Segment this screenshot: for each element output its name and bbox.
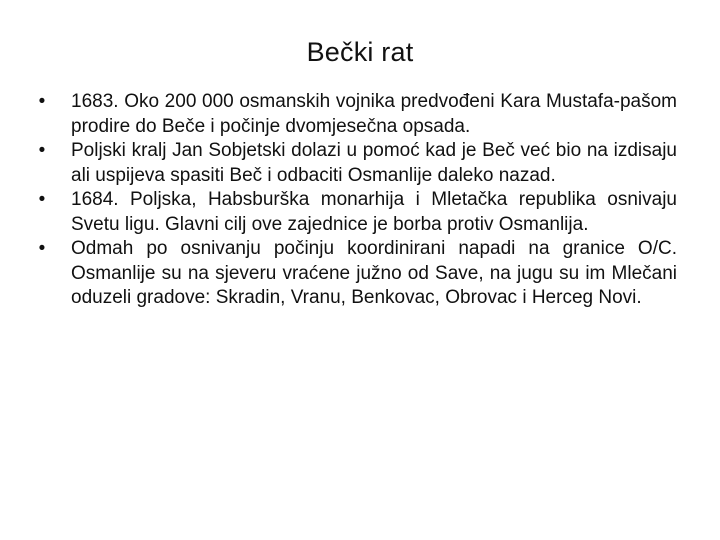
bullet-marker: • <box>38 91 46 112</box>
bullet-text-1: 1683. Oko 200 000 osmanskih vojnika predvođeni Kara Mustafa-pašom prodire do Beče i počinje dvomjesečna opsada. <box>71 91 677 137</box>
bullet-item-4 <box>35 237 677 311</box>
bullet-list <box>35 90 677 311</box>
slide-title: Bečki rat <box>306 37 414 67</box>
bullet-text-2: Poljski kralj Jan Sobjetski dolazi u pomoć kad je Beč već bio na izdisaju ali uspijeva spasiti Beč i odbaciti Osmanlije daleko nazad. <box>71 140 677 186</box>
bullet-text-3: 1684. Poljska, Habsburška monarhija i Mletačka republika osnivaju Svetu ligu. Glavni cilj ove zajednice je borba protiv Osmanlija. <box>71 189 677 235</box>
bullet-text-4: Odmah po osnivanju počinju koordinirani napadi na granice O/C. Osmanlije su na sjeveru vraćene južno od Save, na jugu su im Mlečani oduzeli gradove: Skradin, Vranu, Benkovac, Obrovac i Herceg Novi. <box>71 238 677 308</box>
bullet-item-1 <box>35 90 677 139</box>
bullet-marker: • <box>38 189 46 210</box>
bullet-item-2 <box>35 139 677 188</box>
bullet-item-3 <box>35 188 677 237</box>
bullet-marker: • <box>38 140 46 161</box>
bullet-marker: • <box>38 238 46 259</box>
